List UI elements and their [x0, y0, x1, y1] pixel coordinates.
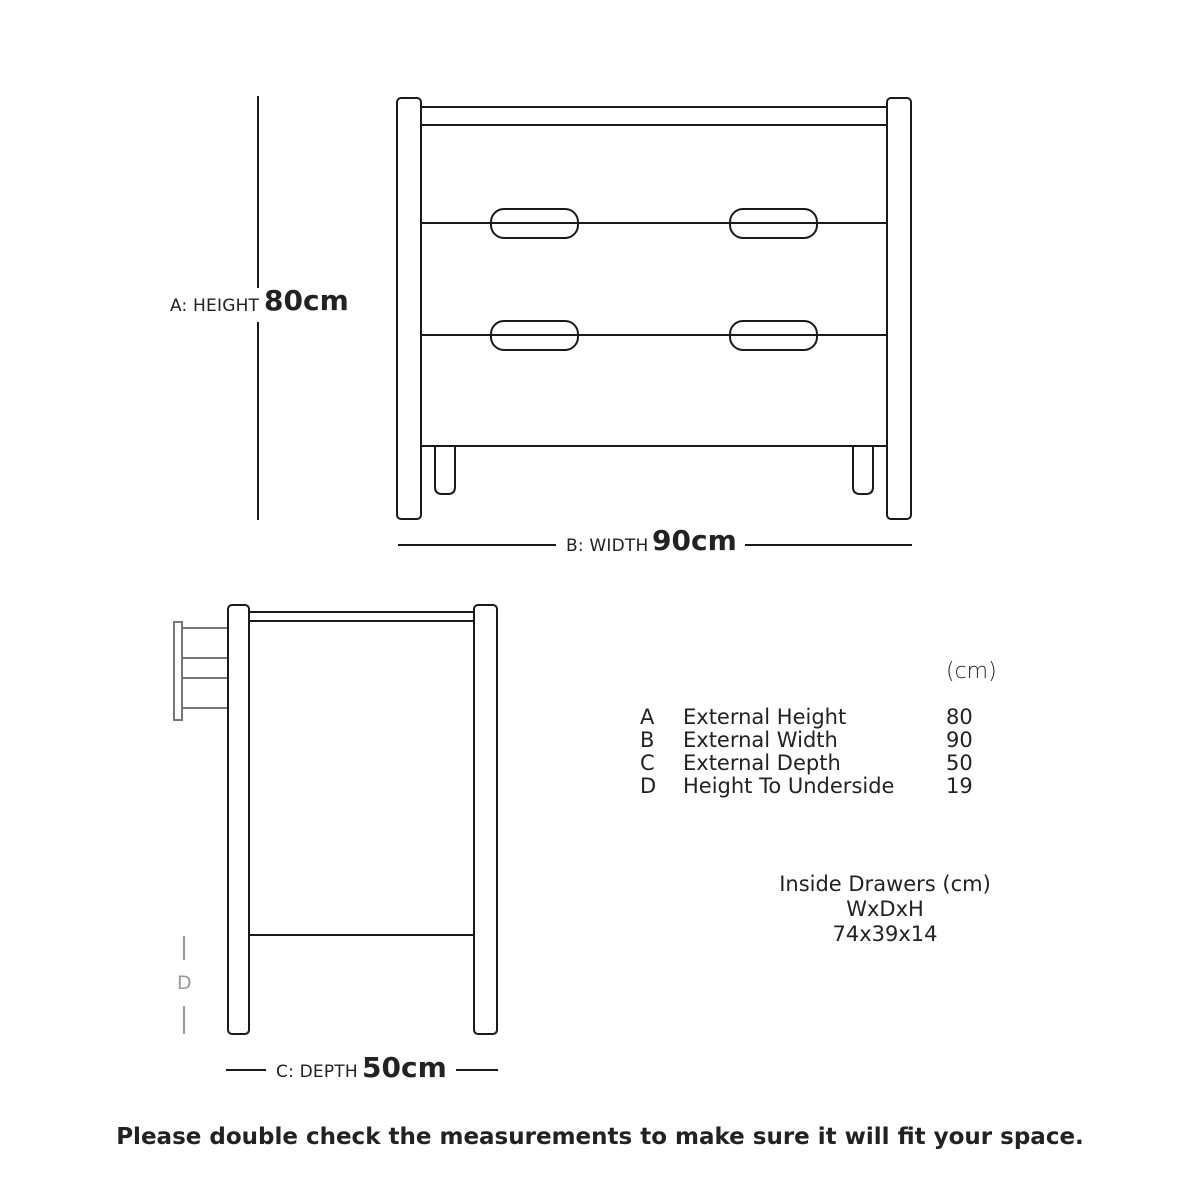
- front-view-drawing: [258, 96, 912, 545]
- spec-key: B: [640, 728, 655, 752]
- inside-drawers-value: 74x39x14: [832, 922, 938, 946]
- inside-drawers-format: WxDxH: [846, 897, 924, 921]
- spec-value: 80: [946, 705, 973, 729]
- spec-table: [640, 706, 973, 798]
- inside-drawers-block: [760, 872, 1010, 947]
- height-value: 80cm: [264, 284, 349, 317]
- depth-label: C: DEPTH: [276, 1062, 358, 1082]
- underside-marker-label: D: [177, 972, 192, 994]
- spec-value: 50: [946, 751, 973, 775]
- spec-key: A: [640, 705, 655, 729]
- spec-row: [640, 729, 973, 752]
- spec-name: External Depth: [683, 751, 841, 775]
- spec-unit-header: (cm): [946, 659, 997, 684]
- spec-row: [640, 775, 973, 798]
- spec-name: External Height: [683, 705, 847, 729]
- spec-row: [640, 706, 973, 729]
- spec-key: D: [640, 774, 657, 798]
- depth-value: 50cm: [362, 1051, 447, 1084]
- spec-value: 90: [946, 728, 973, 752]
- front-left-leg: [435, 446, 455, 494]
- width-value: 90cm: [652, 524, 737, 557]
- spec-name: Height To Underside: [683, 774, 895, 798]
- inside-drawers-title: Inside Drawers (cm): [779, 872, 991, 896]
- side-front-post: [228, 605, 249, 1034]
- right-post: [887, 98, 911, 519]
- spec-key: C: [640, 751, 655, 775]
- spec-value: 19: [946, 774, 973, 798]
- spec-row: [640, 752, 973, 775]
- spec-name: External Width: [683, 728, 838, 752]
- side-view-drawing: [174, 605, 498, 1070]
- footer-note: Please double check the measurements to make sure it will fit your space.: [116, 1124, 1084, 1150]
- front-right-leg: [853, 446, 873, 494]
- left-post: [397, 98, 421, 519]
- height-label: A: HEIGHT: [170, 296, 260, 316]
- drawer-front-edge: [174, 622, 182, 720]
- side-back-post: [474, 605, 497, 1034]
- width-label: B: WIDTH: [566, 536, 649, 556]
